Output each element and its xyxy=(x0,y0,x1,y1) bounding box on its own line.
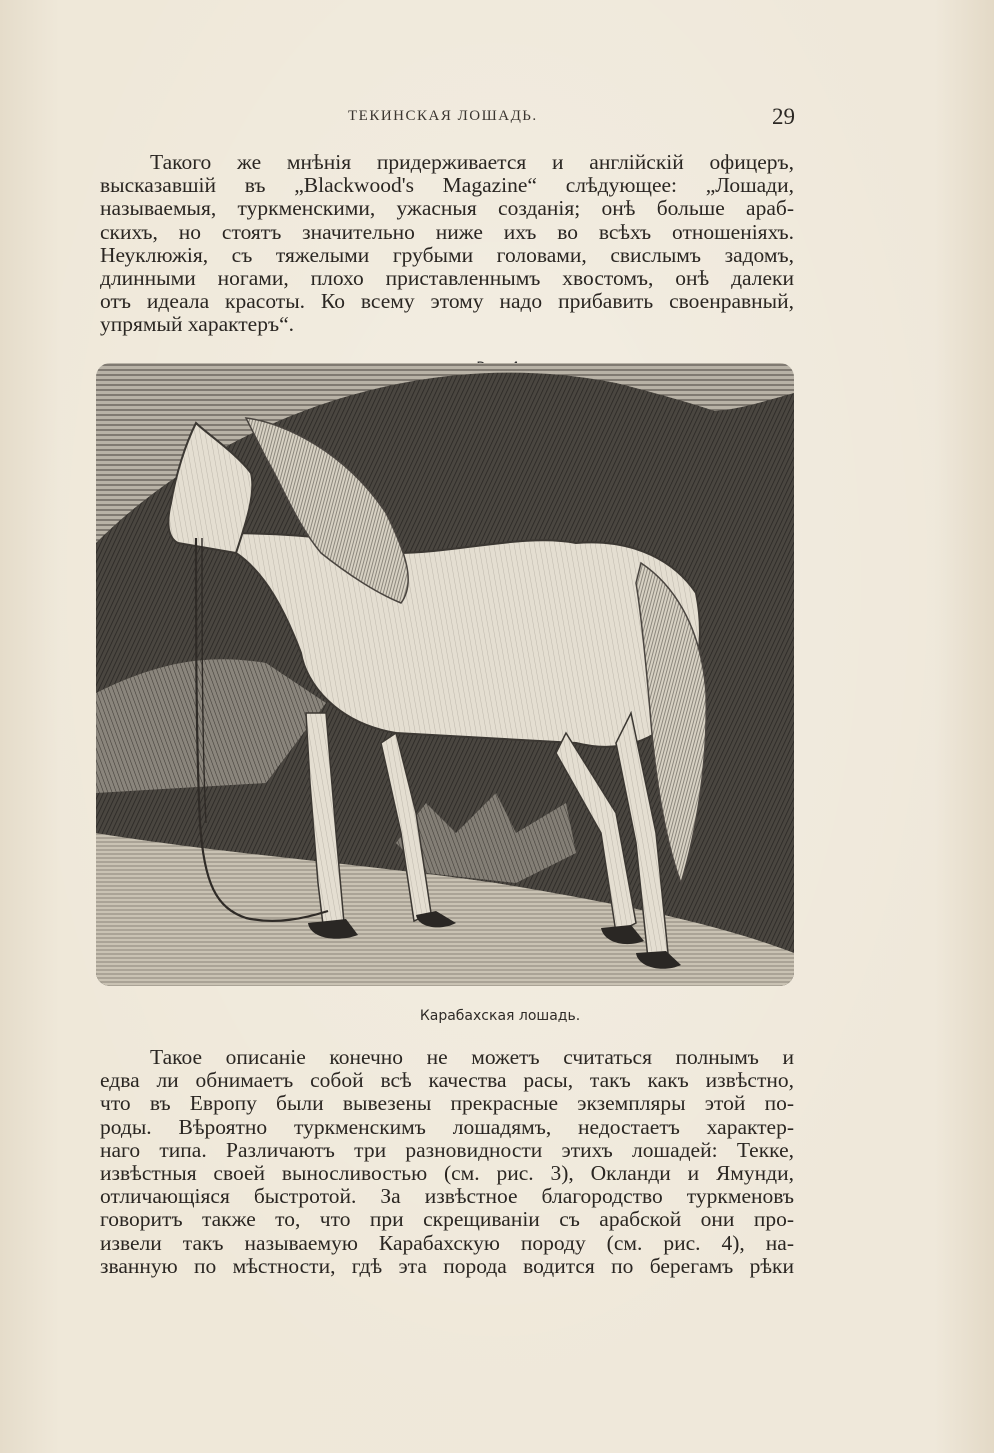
text-line: высказавшій въ „Blackwood's Magazine“ слѣдующее: „Лошади, xyxy=(100,174,794,198)
text-line: что въ Европу были вывезены прекрасные экземпляры этой по- xyxy=(100,1092,794,1116)
figure-caption: Карабахская лошадь. xyxy=(419,1008,581,1024)
text-line: роды. Вѣроятно туркменскимъ лошадямъ, недостаетъ характер- xyxy=(100,1115,794,1139)
engraving-illustration xyxy=(96,363,794,986)
text-line: извели такъ называемую Карабахскую породу (см. рис. 4), на- xyxy=(100,1231,794,1255)
text-line: говоритъ также то, что при скрещиваніи съ арабской они про- xyxy=(100,1208,794,1232)
page-number: 29 xyxy=(772,104,795,129)
text-line: Неуклюжія, съ тяжелыми грубыми головами, свислымъ задомъ, xyxy=(100,243,794,267)
text-line: извѣстныя своей выносливостью (см. рис. 3), Окланди и Ямунди, xyxy=(100,1161,794,1185)
text-line: длинными ногами, плохо приставленнымъ хвостомъ, онѣ далеки xyxy=(100,266,794,290)
paragraph-2 xyxy=(100,1046,794,1278)
text-line: Такое описаніе конечно не можетъ считаться полнымъ и xyxy=(150,1046,794,1069)
text-line: упрямый характеръ“. xyxy=(100,313,295,337)
paragraph-1 xyxy=(100,151,794,337)
text-line: Такого же мнѣнія придерживается и англійскій офицеръ, xyxy=(150,151,794,174)
text-line: наго типа. Различаютъ три разновидности этихъ лошадей: Текке, xyxy=(100,1138,794,1162)
text-line: отъ идеала красоты. Ко всему этому надо прибавить своенравный, xyxy=(100,290,794,314)
text-line: скихъ, но стоятъ значительно ниже ихъ во всѣхъ отношеніяхъ. xyxy=(100,220,794,244)
text-line: отличающіяся быстротой. За извѣстное благородство туркменовъ xyxy=(100,1185,794,1209)
running-head-title: ТЕКИНСКАЯ ЛОШАДЬ. xyxy=(348,108,538,124)
text-line: званную по мѣстности, гдѣ эта порода водится по берегамъ рѣки xyxy=(100,1254,794,1278)
text-line: едва ли обнимаетъ собой всѣ качества расы, такъ какъ извѣстно, xyxy=(100,1069,794,1093)
text-line: называемыя, туркменскими, ужасныя созданія; онѣ больше араб- xyxy=(100,197,794,221)
